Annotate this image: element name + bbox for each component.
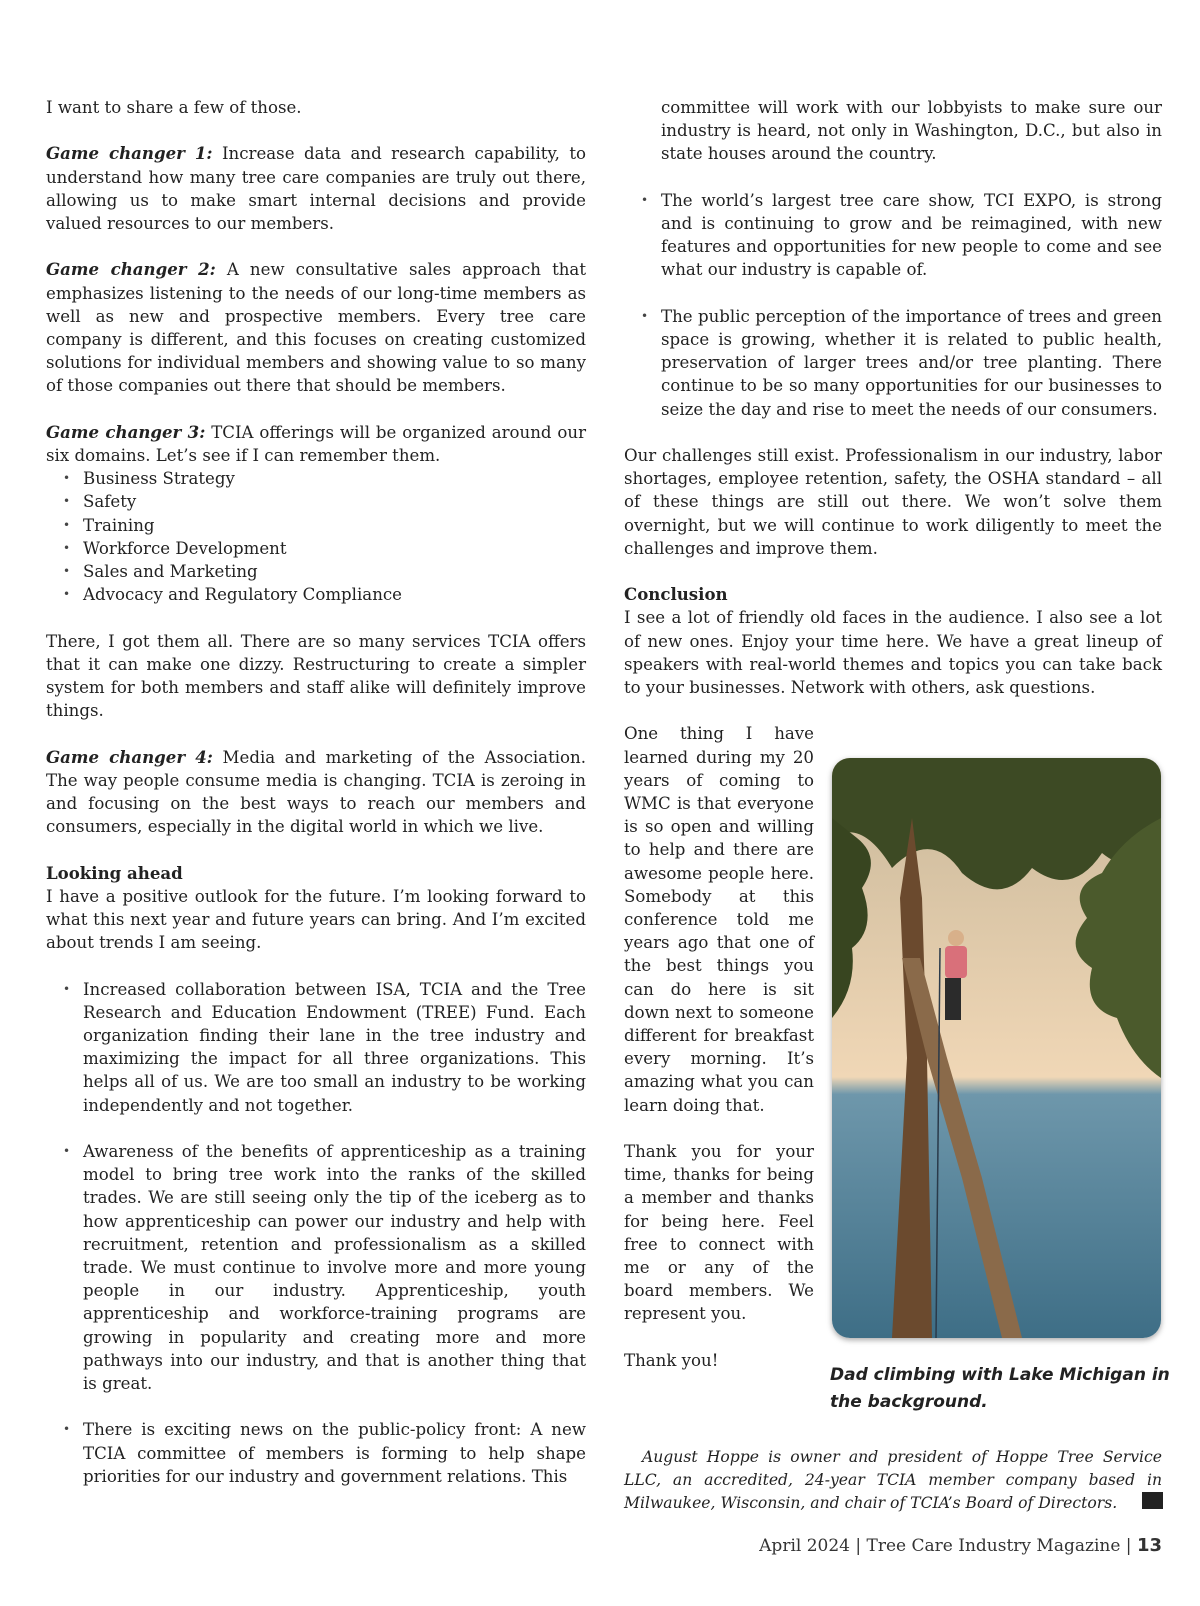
- game-changer-1-text: Increase data and research capability, to understand how many tree care companies are truly out there, allowing us to make smart internal decisions and provide valued resources to our members.: [46, 144, 586, 233]
- got-them-all-paragraph: There, I got them all. There are so many services TCIA offers that it can make one dizzy. Restructuring to create a simpler system for both members and staff alike will definitely improve things.: [46, 631, 586, 721]
- game-changer-3-label: Game changer 3:: [46, 421, 206, 442]
- list-item: • Training: [46, 514, 586, 537]
- game-changer-2-text: A new consultative sales approach that emphasizes listening to the needs of our long-time members as well as new and prospective members. Every tree care company is different, and this focuses on creating customized solutions for individual members and showing value to so many of those companies out there that should be members.: [46, 260, 586, 396]
- game-changer-4-text: Media and marketing of the Association. The way people consume media is changing. TCIA is zeroing in and focusing on the best ways to reach our members and consumers, especially in the digital world in which we live.: [46, 747, 587, 837]
- author-bio: August Hoppe is owner and president of Hoppe Tree Service LLC, an accredited, 24-year TCIA member company based in Milwaukee, Wisconsin, and chair of TCIA’s Board of Directors.: [624, 1448, 1162, 1513]
- committee-continued: committee will work with our lobbyists to make sure our industry is heard, not only in Washington, D.C., but also in state houses around the country.: [661, 98, 1162, 164]
- list-item: • Business Strategy: [46, 467, 586, 490]
- domains-list: [46, 467, 586, 606]
- photo-caption: Dad climbing with Lake Michigan in the background.: [830, 1365, 1170, 1412]
- thank-you-time-paragraph: Thank you for your time, thanks for being a member and thanks for being here. Feel free to connect with me or any of the board members. We represent you.: [624, 1142, 814, 1324]
- list-item: • The world’s largest tree care show, TCI EXPO, is strong and is continuing to grow and be reimagined, with new features and opportunities for new people to come and see what our industry is capable of.: [624, 189, 1162, 282]
- list-item: • Advocacy and Regulatory Compliance: [46, 583, 586, 606]
- conclusion-heading: Conclusion: [624, 584, 728, 605]
- game-changer-3-text: TCIA offerings will be organized around our six domains. Let’s see if I can remember them.: [46, 422, 586, 465]
- page-number: 13: [1136, 1535, 1162, 1556]
- left-column: [46, 96, 586, 1511]
- list-item: • Workforce Development: [46, 537, 586, 560]
- game-changer-2: [46, 258, 586, 397]
- conclusion-paragraph: I see a lot of friendly old faces in the audience. I also see a lot of new ones. Enjoy your time here. We have a great lineup of speakers with real-world themes and topics you can take back to your businesses. Network with others, ask questions.: [624, 608, 1162, 698]
- looking-ahead-heading: Looking ahead: [46, 862, 183, 883]
- game-changer-2-label: Game changer 2:: [46, 259, 216, 280]
- game-changer-1: [46, 142, 586, 235]
- climbing-photo: [832, 758, 1161, 1338]
- list-item: • Safety: [46, 490, 586, 513]
- list-item: • Sales and Marketing: [46, 560, 586, 583]
- climber-legs: [945, 978, 961, 1020]
- climbing-photo-illustration: [832, 758, 1161, 1338]
- game-changer-4-label: Game changer 4:: [46, 746, 213, 767]
- game-changer-1-label: Game changer 1:: [46, 143, 213, 164]
- looking-ahead-paragraph: I have a positive outlook for the future. I’m looking forward to what this next year and future years can bring. And I’m excited about trends I am seeing.: [46, 886, 586, 953]
- list-item: • Increased collaboration between ISA, TCIA and the Tree Research and Education Endowment (TREE) Fund. Each organization finding their lane in the tree industry and maximizing the impact for all three organizations. This helps all of us. We are too small an industry to be working independently and not together.: [46, 978, 586, 1117]
- climber-shirt: [945, 946, 967, 978]
- thank-you-line: Thank you!: [624, 1350, 719, 1370]
- intro-paragraph: I want to share a few of those.: [46, 98, 302, 117]
- list-item: • Awareness of the benefits of apprenticeship as a training model to bring tree work into the ranks of the skilled trades. We are still seeing only the tip of the iceberg as to how apprenticeship can power our industry and help with recruitment, retention and professionalism as a skilled trade. We must continue to involve more and more young people in our industry. Apprenticeship, youth apprenticeship and workforce-training programs are growing in popularity and creating more and more pathways into our industry, and that is another thing that is great.: [46, 1140, 586, 1395]
- game-changer-3: [46, 421, 586, 467]
- list-item: • There is exciting news on the public-policy front: A new TCIA committee of members is forming to help shape priorities for our industry and government relations. This: [46, 1418, 586, 1488]
- page-footer: [700, 1535, 1162, 1556]
- one-thing-paragraph: One thing I have learned during my 20 years of coming to WMC is that everyone is so open and willing to help and there are awesome people here. Somebody at this conference told me years ago that one of the best things you can do here is sit down next to someone different for breakfast every morning. It’s amazing what you can learn doing that.: [624, 724, 814, 1115]
- trends-list: [46, 978, 586, 1488]
- footer-issue: April 2024 | Tree Care Industry Magazine |: [759, 1536, 1132, 1556]
- end-mark: [1142, 1492, 1163, 1509]
- challenges-paragraph: Our challenges still exist. Professionalism in our industry, labor shortages, employee retention, safety, the OSHA standard – all of these things are still out there. We won’t solve them overnight, but we will continue to work diligently to meet the challenges and improve them.: [624, 446, 1162, 558]
- right-bullets-list: [624, 189, 1162, 421]
- game-changer-4: [46, 746, 586, 839]
- list-item: • The public perception of the importance of trees and green space is growing, whether it is related to public health, preservation of larger trees and/or tree planting. There continue to be so many opportunities for our businesses to seize the day and rise to meet the needs of our consumers.: [624, 305, 1162, 421]
- climber-head: [948, 930, 964, 946]
